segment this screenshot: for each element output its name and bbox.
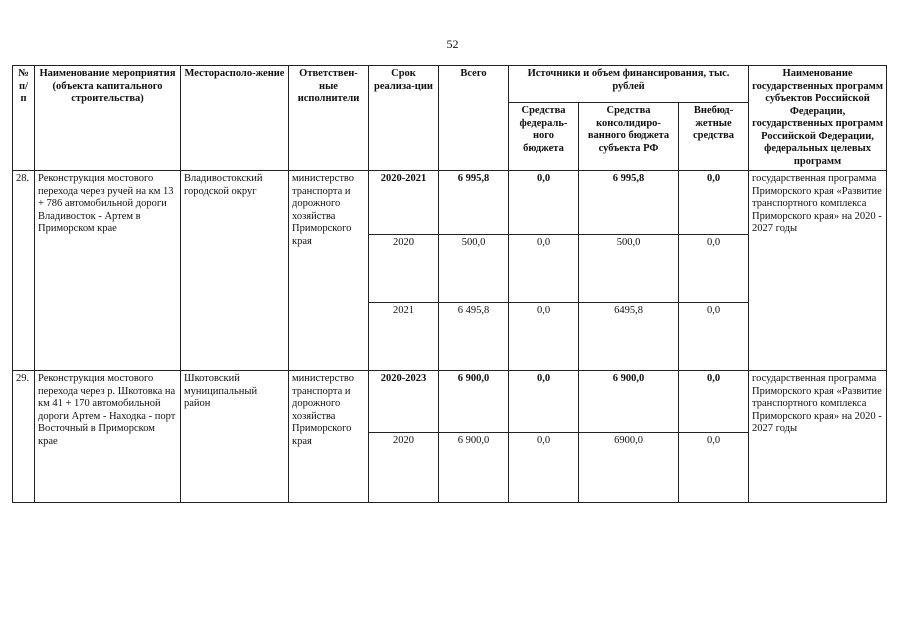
total: 6 495,8 — [439, 303, 509, 371]
term: 2020 — [369, 433, 439, 503]
header-term: Срок реализа-ции — [369, 66, 439, 171]
header-num: № п/п — [13, 66, 35, 171]
regional: 6495,8 — [579, 303, 679, 371]
header-name: Наименование мероприятия (объекта капитального строительства) — [35, 66, 181, 171]
term: 2020-2023 — [369, 371, 439, 433]
federal: 0,0 — [509, 171, 579, 235]
header-regional: Средства консолидиро-ванного бюджета субъекта РФ — [579, 103, 679, 171]
table-row — [13, 171, 887, 235]
term: 2020 — [369, 235, 439, 303]
federal: 0,0 — [509, 303, 579, 371]
regional: 6 995,8 — [579, 171, 679, 235]
header-offbudget: Внебюд-жетные средства — [679, 103, 749, 171]
executors: министерство транспорта и дорожного хозяйства Приморского края — [289, 371, 369, 503]
offbudget: 0,0 — [679, 303, 749, 371]
term: 2021 — [369, 303, 439, 371]
program: государственная программа Приморского края «Развитие транспортного комплекса Приморского края» на 2020 - 2027 годы — [749, 371, 887, 503]
total: 6 995,8 — [439, 171, 509, 235]
header-location: Месторасполо-жение — [181, 66, 289, 171]
page-number: 52 — [446, 37, 459, 51]
table-row — [13, 371, 887, 433]
location: Владивостокский городской округ — [181, 171, 289, 371]
federal: 0,0 — [509, 371, 579, 433]
header-sources: Источники и объем финансирования, тыс. рублей — [509, 66, 749, 103]
total: 500,0 — [439, 235, 509, 303]
offbudget: 0,0 — [679, 371, 749, 433]
federal: 0,0 — [509, 235, 579, 303]
row-num: 29. — [13, 371, 35, 503]
program: государственная программа Приморского края «Развитие транспортного комплекса Приморского края» на 2020 - 2027 годы — [749, 171, 887, 371]
location: Шкотовский муниципальный район — [181, 371, 289, 503]
object-name: Реконструкция мостового перехода через р. Шкотовка на км 41 + 170 автомобильной дороги Артем - Находка - порт Восточный в Приморском крае — [35, 371, 181, 503]
regional: 6900,0 — [579, 433, 679, 503]
header-total: Всего — [439, 66, 509, 171]
financing-table — [12, 65, 887, 503]
offbudget: 0,0 — [679, 171, 749, 235]
executors: министерство транспорта и дорожного хозяйства Приморского края — [289, 171, 369, 371]
header-programs: Наименование государственных программ субъектов Российской Федерации, государственных программ Российской Федерации, федеральных целевых программ — [749, 66, 887, 171]
federal: 0,0 — [509, 433, 579, 503]
row-num: 28. — [13, 171, 35, 371]
offbudget: 0,0 — [679, 235, 749, 303]
total: 6 900,0 — [439, 371, 509, 433]
regional: 6 900,0 — [579, 371, 679, 433]
header-executors: Ответствен-ные исполнители — [289, 66, 369, 171]
offbudget: 0,0 — [679, 433, 749, 503]
term: 2020-2021 — [369, 171, 439, 235]
object-name: Реконструкция мостового перехода через ручей на км 13 + 786 автомобильной дороги Владивосток - Артем в Приморском крае — [35, 171, 181, 371]
total: 6 900,0 — [439, 433, 509, 503]
regional: 500,0 — [579, 235, 679, 303]
header-federal: Средства федераль-ного бюджета — [509, 103, 579, 171]
